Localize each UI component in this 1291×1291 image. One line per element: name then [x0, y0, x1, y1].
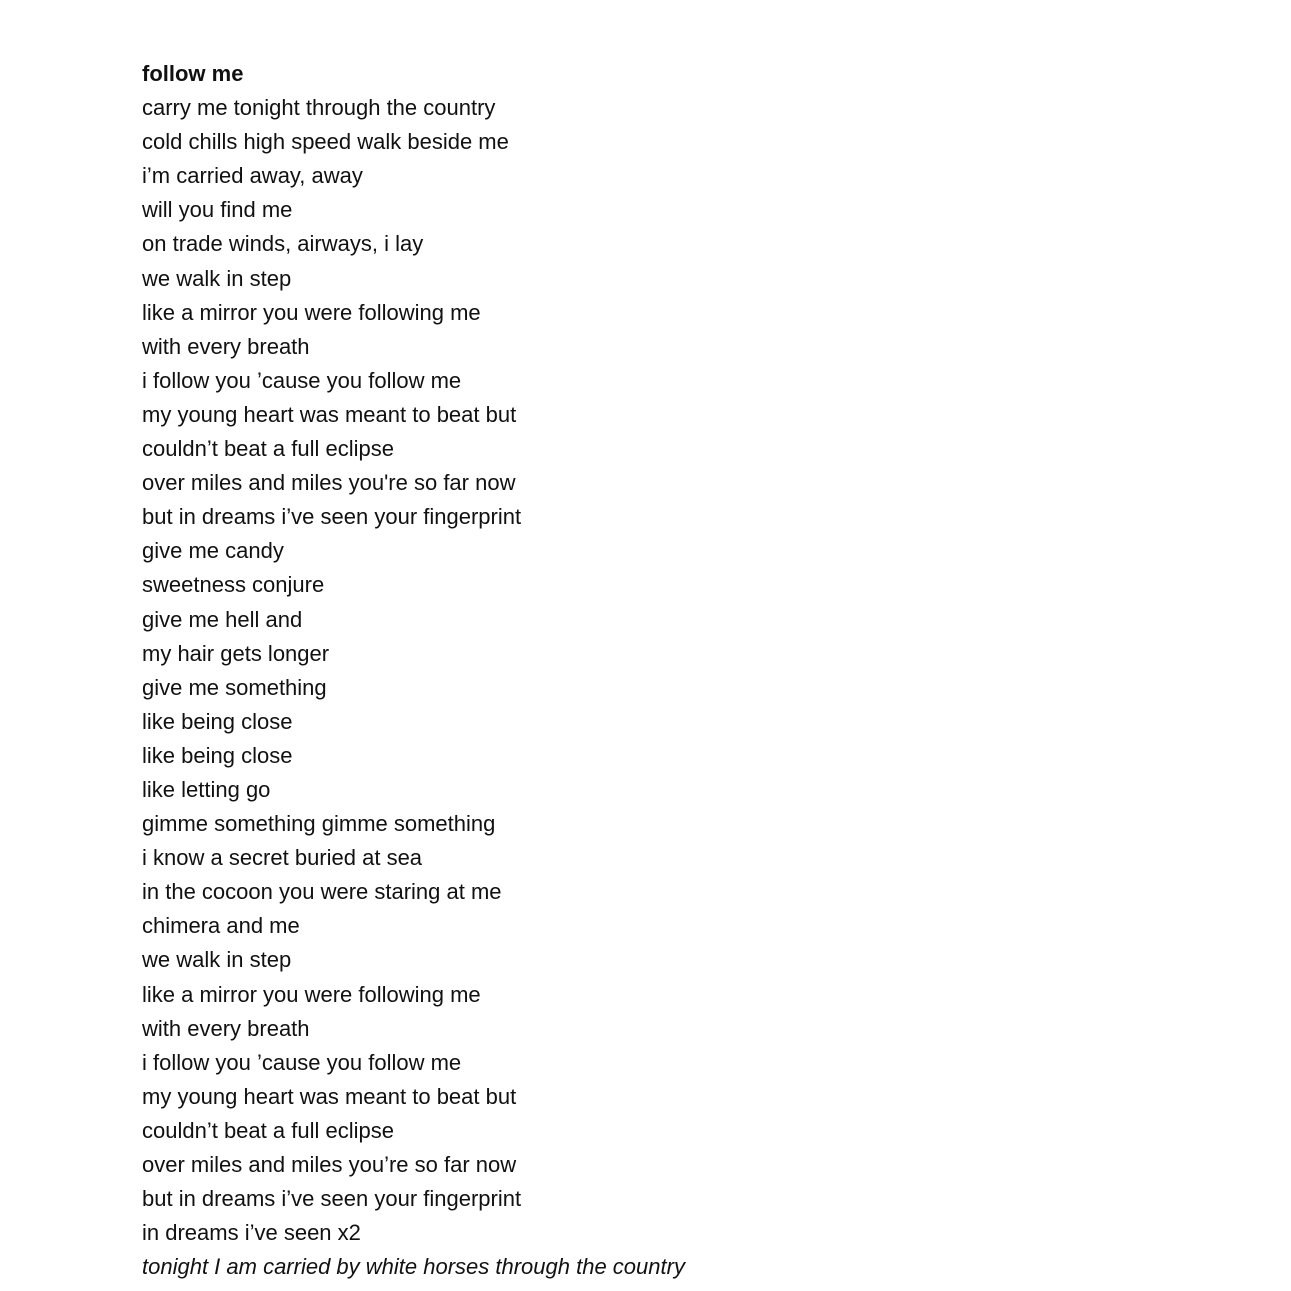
lyric-line: with every breath	[142, 333, 310, 359]
lyrics-lines	[142, 91, 1242, 1250]
lyric-line: chimera and me	[142, 913, 300, 939]
lyric-line: couldn’t beat a full eclipse	[142, 436, 394, 462]
lyric-line: over miles and miles you’re so far now	[142, 1152, 517, 1177]
document-title: follow me	[142, 61, 244, 86]
lyric-line: give me candy	[142, 538, 284, 564]
lyric-line: with every breath	[142, 1015, 310, 1041]
lyric-line: carry me tonight through the country	[142, 95, 496, 121]
lyric-line: gimme something gimme something	[142, 811, 496, 837]
lyric-line: on trade winds, airways, i lay	[142, 231, 424, 257]
lyric-line: my hair gets longer	[142, 640, 330, 666]
lyric-line: like being close	[142, 708, 293, 734]
lyric-line: my young heart was meant to beat but	[142, 401, 517, 427]
lyric-line: over miles and miles you're so far now	[142, 470, 516, 496]
lyrics-document	[142, 57, 1242, 1284]
lyric-line: in dreams i’ve seen x2	[142, 1220, 361, 1246]
closing-line: tonight I am carried by white horses through the country	[142, 1254, 685, 1280]
lyric-line: i’m carried away, away	[142, 163, 363, 189]
lyric-line: give me something	[142, 674, 327, 700]
lyric-line: we walk in step	[142, 265, 292, 291]
lyric-line: cold chills high speed walk beside me	[142, 129, 509, 155]
lyric-line: like being close	[142, 742, 293, 768]
lyric-line: give me hell and	[142, 606, 303, 632]
lyric-line: but in dreams i’ve seen your fingerprint	[142, 1186, 522, 1212]
lyric-line: couldn’t beat a full eclipse	[142, 1117, 394, 1143]
lyric-line: like letting go	[142, 776, 271, 802]
lyric-line: i follow you ’cause you follow me	[142, 367, 462, 393]
lyric-line: sweetness conjure	[142, 572, 325, 598]
lyric-line: we walk in step	[142, 947, 292, 973]
lyric-line: like a mirror you were following me	[142, 299, 481, 325]
lyric-line: in the cocoon you were staring at me	[142, 879, 502, 905]
lyric-line: i know a secret buried at sea	[142, 845, 423, 871]
lyric-line: but in dreams i’ve seen your fingerprint	[142, 504, 522, 530]
lyric-line: will you find me	[142, 197, 293, 223]
lyric-line: i follow you ’cause you follow me	[142, 1049, 462, 1075]
lyric-line: like a mirror you were following me	[142, 981, 481, 1007]
lyric-line: my young heart was meant to beat but	[142, 1083, 517, 1109]
